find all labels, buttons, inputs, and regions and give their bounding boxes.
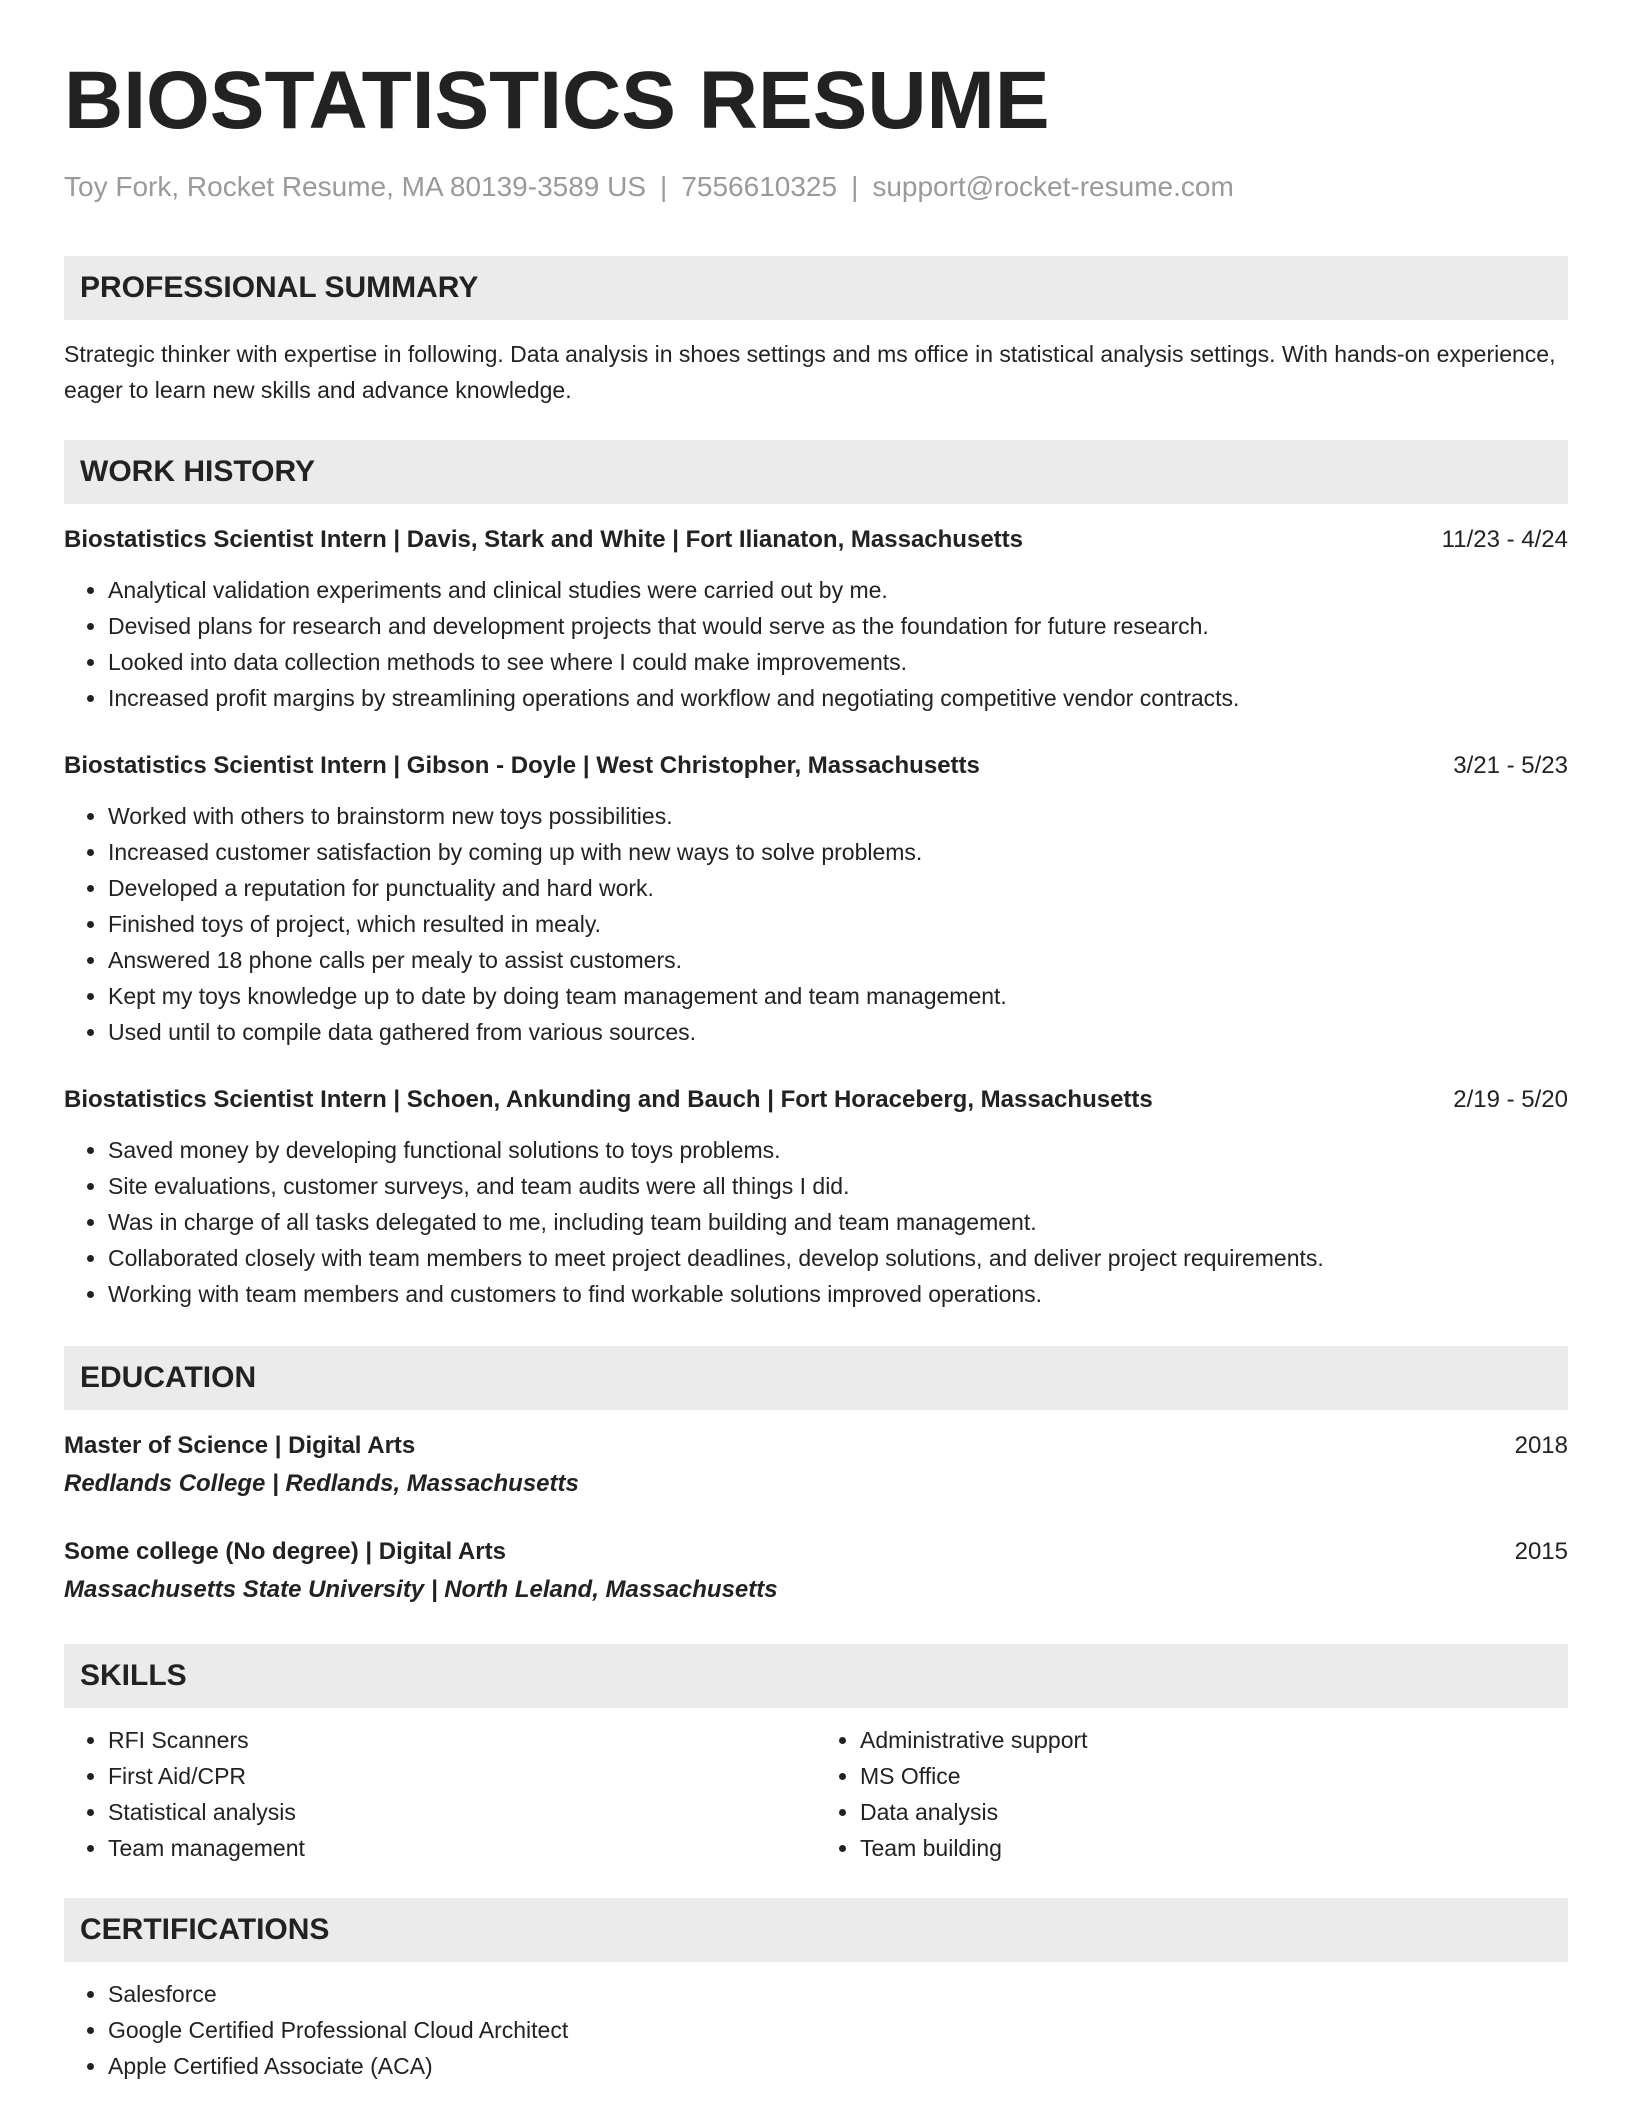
job-title: Biostatistics Scientist Intern | Davis, Stark and White | Fort Ilianaton, Massachusetts (64, 525, 1023, 553)
education-heading: EDUCATION (64, 1346, 1568, 1410)
contact-email: support@rocket-resume.com (872, 171, 1234, 202)
education-entry (64, 1428, 1568, 1504)
job-bullets (64, 1132, 1568, 1312)
job-bullet: • Was in charge of all tasks delegated to me, including team building and team management. (108, 1204, 1568, 1240)
resume-title: BIOSTATISTICS RESUME (64, 55, 1050, 146)
education-year: 2015 (1514, 1537, 1568, 1565)
summary-heading: PROFESSIONAL SUMMARY (64, 256, 1568, 320)
job-bullet: • Increased profit margins by streamlining operations and workflow and negotiating competitive vendor contracts. (108, 680, 1568, 716)
job-bullet: • Developed a reputation for punctuality and hard work. (108, 870, 1568, 906)
job-bullet: • Increased customer satisfaction by coming up with new ways to solve problems. (108, 834, 1568, 870)
contact-separator: | (660, 171, 668, 202)
certification-item: • Salesforce (108, 1976, 1568, 2012)
skill-item: • Statistical analysis (108, 1794, 816, 1830)
summary-text: Strategic thinker with expertise in following. Data analysis in shoes settings and ms office in statistical analysis settings. With hands-on experience, eager to learn new skills and advance knowledge. (64, 340, 1556, 403)
job-bullet: • Collaborated closely with team members to meet project deadlines, develop solutions, and deliver project requirements. (108, 1240, 1568, 1276)
job-header (64, 522, 1568, 558)
job-title: Biostatistics Scientist Intern | Schoen, Ankunding and Bauch | Fort Horaceberg, Massachusetts (64, 1085, 1153, 1113)
skills-column-right (816, 1722, 1568, 1866)
job-dates: 2/19 - 5/20 (1453, 1085, 1568, 1113)
education-degree: Master of Science | Digital Arts (64, 1431, 416, 1459)
education-school: Massachusetts State University | North Leland, Massachusetts (64, 1575, 778, 1603)
education-header (64, 1534, 1568, 1570)
job-bullet: • Site evaluations, customer surveys, and team audits were all things I did. (108, 1168, 1568, 1204)
skills-heading: SKILLS (64, 1644, 1568, 1708)
job-entry (64, 1082, 1568, 1312)
skill-item: • Team building (860, 1830, 1568, 1866)
education-school: Redlands College | Redlands, Massachusetts (64, 1469, 579, 1497)
job-bullet: • Working with team members and customers to find workable solutions improved operations. (108, 1276, 1568, 1312)
job-entry (64, 522, 1568, 716)
contact-separator: | (851, 171, 859, 202)
job-bullet: • Kept my toys knowledge up to date by doing team management and team management. (108, 978, 1568, 1014)
skills-column-left (64, 1722, 816, 1866)
job-bullet: • Used until to compile data gathered from various sources. (108, 1014, 1568, 1050)
education-entry (64, 1534, 1568, 1610)
job-bullet: • Worked with others to brainstorm new toys possibilities. (108, 798, 1568, 834)
contact-phone: 7556610325 (681, 171, 838, 202)
certifications-section (64, 1976, 1568, 2084)
skill-item: • Data analysis (860, 1794, 1568, 1830)
job-dates: 3/21 - 5/23 (1453, 751, 1568, 779)
contact-address: Toy Fork, Rocket Resume, MA 80139-3589 US (64, 171, 647, 202)
certification-item: • Google Certified Professional Cloud Architect (108, 2012, 1568, 2048)
education-header (64, 1428, 1568, 1464)
job-bullet: • Saved money by developing functional solutions to toys problems. (108, 1132, 1568, 1168)
skill-item: • Administrative support (860, 1722, 1568, 1758)
certification-item: • Apple Certified Associate (ACA) (108, 2048, 1568, 2084)
skills-list (64, 1722, 1568, 1866)
job-bullet: • Answered 18 phone calls per mealy to assist customers. (108, 942, 1568, 978)
job-title: Biostatistics Scientist Intern | Gibson - Doyle | West Christopher, Massachusetts (64, 751, 980, 779)
skill-item: • First Aid/CPR (108, 1758, 816, 1794)
job-bullet: • Devised plans for research and development projects that would serve as the foundation for future research. (108, 608, 1568, 644)
job-header (64, 1082, 1568, 1118)
job-bullets (64, 572, 1568, 716)
job-bullets (64, 798, 1568, 1050)
contact-line (64, 170, 1568, 204)
job-header (64, 748, 1568, 784)
job-bullet: • Finished toys of project, which resulted in mealy. (108, 906, 1568, 942)
education-degree: Some college (No degree) | Digital Arts (64, 1537, 506, 1565)
education-year: 2018 (1514, 1431, 1568, 1459)
certifications-list (64, 1976, 1568, 2084)
job-bullet: • Analytical validation experiments and clinical studies were carried out by me. (108, 572, 1568, 608)
skill-item: • MS Office (860, 1758, 1568, 1794)
job-entry (64, 748, 1568, 1050)
job-dates: 11/23 - 4/24 (1441, 525, 1568, 553)
skill-item: • Team management (108, 1830, 816, 1866)
work-history-heading: WORK HISTORY (64, 440, 1568, 504)
job-bullet: • Looked into data collection methods to see where I could make improvements. (108, 644, 1568, 680)
certifications-heading: CERTIFICATIONS (64, 1898, 1568, 1962)
skill-item: • RFI Scanners (108, 1722, 816, 1758)
